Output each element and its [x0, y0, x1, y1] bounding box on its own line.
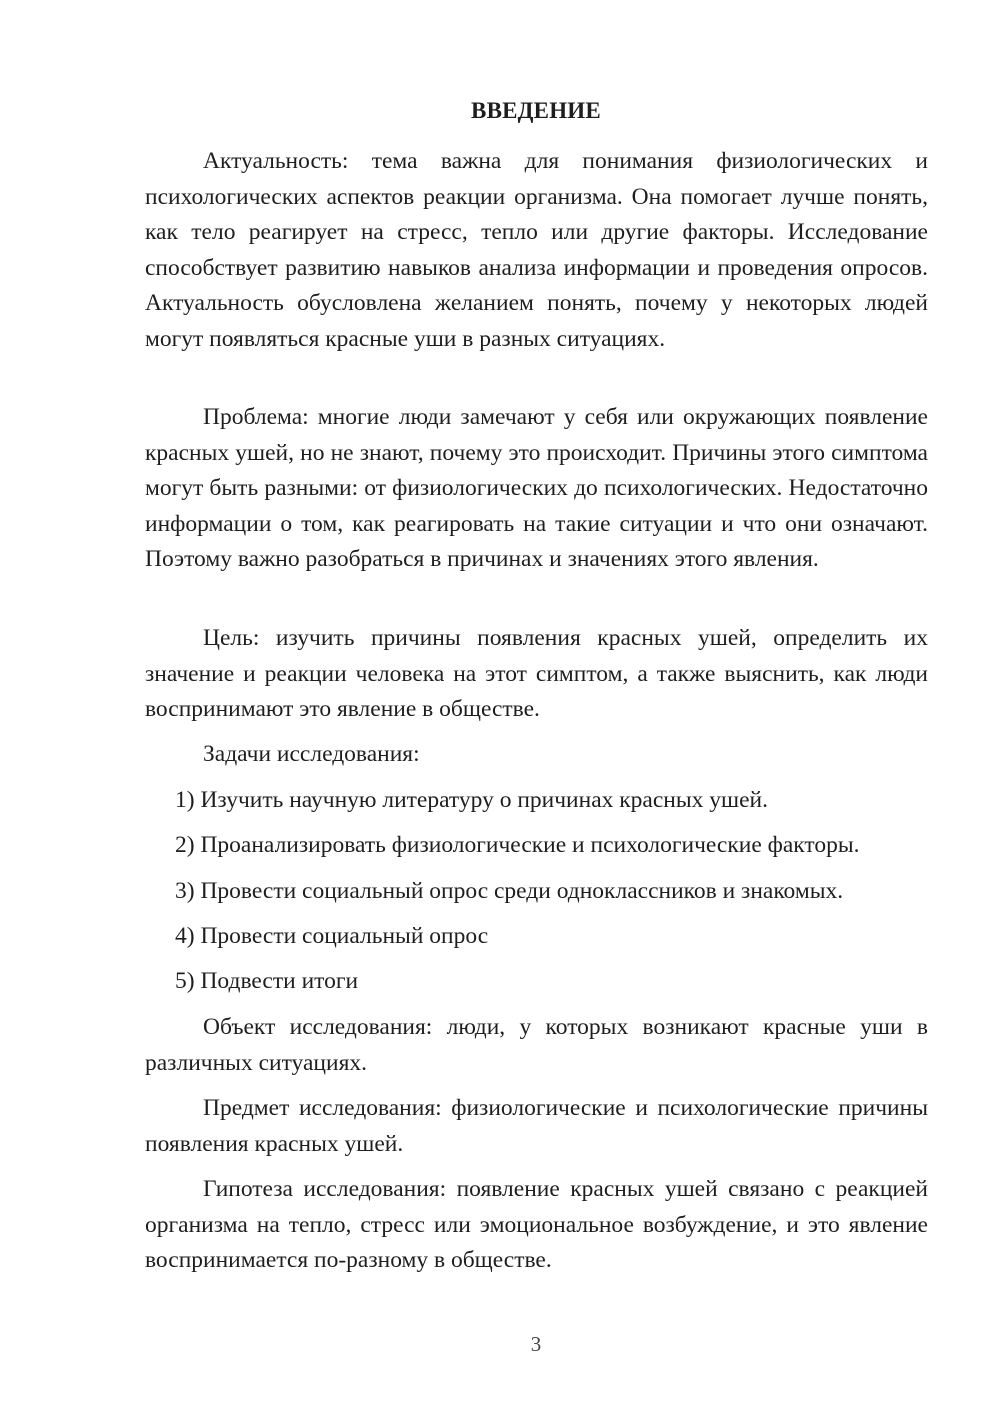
task-item-3	[145, 874, 928, 910]
task-item-2	[145, 828, 928, 864]
subject-paragraph: Предмет исследования: физиологические и психологические причины появления красных ушей.	[145, 1095, 928, 1157]
task-item-1	[145, 783, 928, 819]
relevance-paragraph: Актуальность: тема важна для понимания физиологических и психологических аспектов реакции организма. Она помогает лучше понять, как тело реагирует на стресс, тепло или другие факторы. Исследование способствует развитию навыков анализа информации и проведения опросов. Актуальность обусловлена желанием понять, почему у некоторых людей могут появляться красные уши в разных ситуациях.	[145, 148, 928, 352]
subject-section	[145, 1091, 928, 1162]
list-item: 2) Проанализировать физиологические и психологические факторы.	[175, 832, 860, 858]
tasks-heading-section	[145, 737, 928, 773]
problem-paragraph: Проблема: многие люди замечают у себя или окружающих появление красных ушей, но не знают, почему это происходит. Причины этого симптома могут быть разными: от физиологических до психологических. Недостаточно информации о том, как реагировать на такие ситуации и что они означают. Поэтому важно разобраться в причинах и значениях этого явления.	[145, 404, 928, 572]
object-section	[145, 1010, 928, 1081]
hypothesis-paragraph: Гипотеза исследования: появление красных ушей связано с реакцией организма на тепло, стресс или эмоциональное возбуждение, и это явление воспринимается по-разному в обществе.	[145, 1176, 928, 1273]
list-item: 5) Подвести итоги	[175, 968, 359, 994]
hypothesis-section	[145, 1172, 928, 1279]
goal-paragraph: Цель: изучить причины появления красных ушей, определить их значение и реакции человека на этот симптом, а также выяснить, как люди воспринимают это явление в обществе.	[145, 625, 928, 722]
task-item-5	[145, 964, 928, 1000]
object-paragraph: Объект исследования: люди, у которых возникают красные уши в различных ситуациях.	[145, 1014, 928, 1076]
list-item: 4) Провести социальный опрос	[175, 923, 489, 949]
page-title: ВВЕДЕНИЕ	[471, 98, 601, 123]
list-item: 3) Провести социальный опрос среди одноклассников и знакомых.	[175, 878, 844, 904]
problem-section	[145, 400, 928, 578]
list-item: 1) Изучить научную литературу о причинах красных ушей.	[175, 787, 769, 813]
task-item-4	[145, 919, 928, 955]
goal-section	[145, 621, 928, 728]
tasks-heading: Задачи исследования:	[203, 741, 420, 767]
relevance-section	[145, 144, 928, 357]
page-number: 3	[530, 1332, 542, 1356]
